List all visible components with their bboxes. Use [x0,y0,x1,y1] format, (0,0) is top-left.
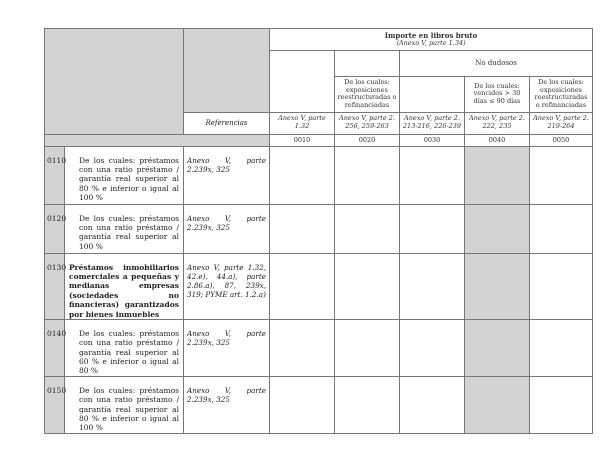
row-label: Préstamos inmobiliarios comerciales a pequeñas y medianas empresas (sociedades no financieras) garantizados por bienes inmuebles [65,253,184,319]
cell-0030 [400,319,465,376]
cell-0040-shaded [465,319,530,376]
cell-0040-shaded [465,204,530,253]
row-code: 0110 [45,146,65,204]
col-0050-desc: De los cuales: exposiciones reestructuradas o refinanciadas [530,77,593,113]
cell-0010 [270,376,335,433]
col-0020-ref: Anexo V, parte 2. 256, 259-263 [335,112,400,134]
row-label: De los cuales: préstamos con una ratio préstamo / garantía real superior al 80 % e inferior o igual al 100 % [65,376,184,433]
cell-0040-shaded [465,146,530,204]
table-row [45,146,593,204]
row-reference: Anexo V, parte 2.239x, 325 [184,146,270,204]
row-reference: Anexo V, parte 1.32, 42.e), 44.a), parte 2.86.a), 87, 239x, 319; PYME art. 1.2.a) [184,253,270,319]
table-row [45,204,593,253]
cell-0020 [335,319,400,376]
referencias-header: Referencias [184,112,270,134]
col-code-0040: 0040 [465,134,530,146]
importe-title: Importe en libros bruto [384,30,478,40]
cell-0030 [400,253,465,319]
col-0030-ref: Anexo V, parte 2. 213-216, 226-239 [400,112,465,134]
cell-0010 [270,204,335,253]
template-table [44,28,593,434]
row-label: De los cuales: préstamos con una ratio préstamo / garantía real superior al 80 % e inferior o igual al 100 % [65,146,184,204]
referencias-blank-header [184,29,270,113]
cell-0030 [400,376,465,433]
corner-shaded-cell [45,29,184,135]
col-0040-desc: De los cuales: vencidos > 30 días ≤ 90 días [465,77,530,113]
table-row [45,319,593,376]
row-code: 0140 [45,319,65,376]
col-code-0050: 0050 [530,134,593,146]
cell-0050 [530,319,593,376]
cell-0010 [270,253,335,319]
cell-0020 [335,146,400,204]
col-code-0030: 0030 [400,134,465,146]
importe-subtitle: (Anexo V, parte 1.34) [396,38,466,47]
cell-0020 [335,253,400,319]
cell-0050 [530,253,593,319]
row-code: 0130 [45,253,65,319]
cell-0020 [335,204,400,253]
cell-0050 [530,146,593,204]
cell-0040-shaded [465,376,530,433]
col-code-0010: 0010 [270,134,335,146]
col-0040-ref: Anexo V, parte 2. 222, 235 [465,112,530,134]
row-reference: Anexo V, parte 2.239x, 325 [184,376,270,433]
cell-0050 [530,376,593,433]
row-label: De los cuales: préstamos con una ratio préstamo / garantía real superior al 60 % e inferior o igual al 80 % [65,319,184,376]
row-code: 0150 [45,376,65,433]
cell-0030 [400,204,465,253]
codes-row-shaded [45,134,270,146]
importe-header [270,29,593,51]
col-code-0020: 0020 [335,134,400,146]
cell-0040-shaded [465,253,530,319]
col-0010-blank [270,51,335,113]
row-code: 0120 [45,204,65,253]
row-reference: Anexo V, parte 2.239x, 325 [184,204,270,253]
table-row [45,253,593,319]
col-0030-desc-blank [400,77,465,113]
cell-0020 [335,376,400,433]
row-reference: Anexo V, parte 2.239x, 325 [184,319,270,376]
table-row [45,376,593,433]
cell-0010 [270,146,335,204]
cell-0030 [400,146,465,204]
cell-0050 [530,204,593,253]
cell-0010 [270,319,335,376]
col-0050-ref: Anexo V, parte 2. 219-264 [530,112,593,134]
col-0020-desc: De los cuales: exposiciones reestructuradas o refinanciadas [335,77,400,113]
col-0020-upper-blank [335,51,400,77]
row-label: De los cuales: préstamos con una ratio préstamo / garantía real superior al 100 % [65,204,184,253]
col-0010-ref: Anexo V, parte 1.32 [270,112,335,134]
no-dudosos-header: No dudosos [400,51,593,77]
